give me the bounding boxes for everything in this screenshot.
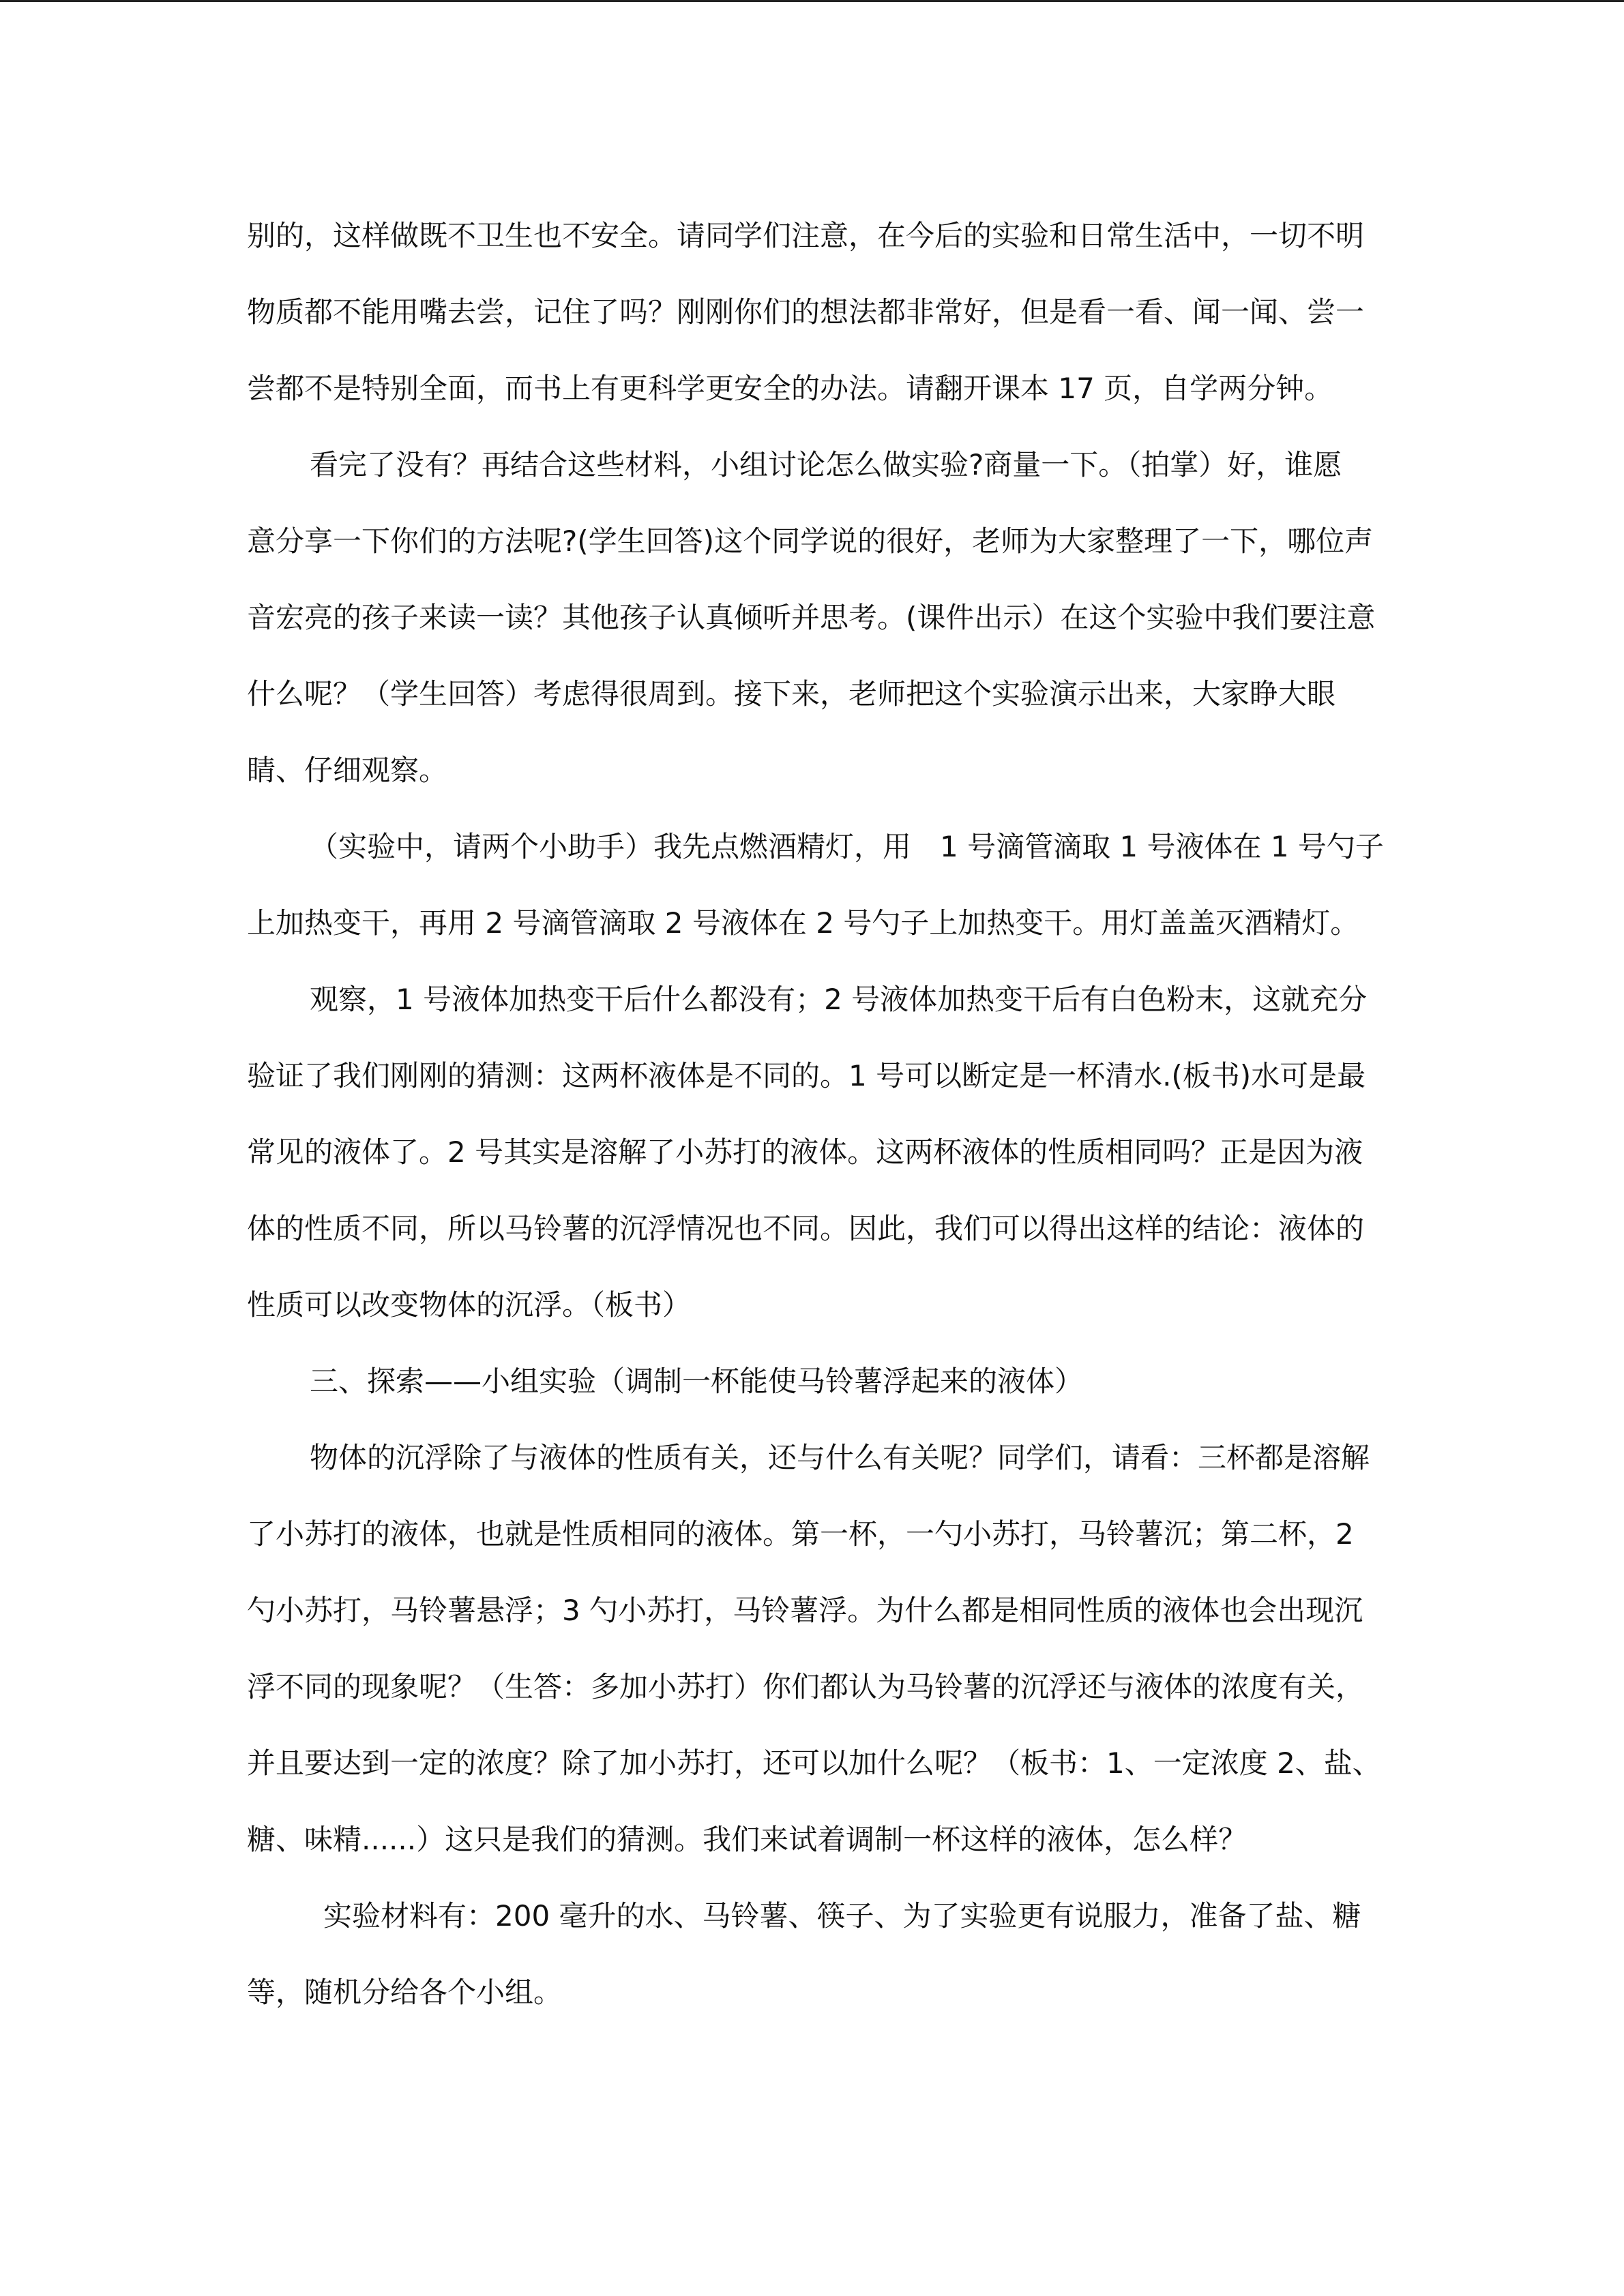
text-line: 物质都不能用嘴去尝，记住了吗？刚刚你们的想法都非常好，但是看一看、闻一闻、尝一 — [247, 295, 1365, 329]
text-line: 观察，1 号液体加热变干后什么都没有；2 号液体加热变干后有白色粉末，这就充分 — [310, 983, 1368, 1016]
text-line: 尝都不是特别全面，而书上有更科学更安全的办法。请翻开课本 17 页，自学两分钟。 — [247, 372, 1333, 405]
text-line: 糖、味精......）这只是我们的猜测。我们来试着调制一杯这样的液体，怎么样？ — [247, 1823, 1247, 1856]
text-line: 意分享一下你们的方法呢?(学生回答)这个同学说的很好，老师为大家整理了一下，哪位声 — [247, 524, 1374, 558]
text-line: 上加热变干，再用 2 号滴管滴取 2 号液体在 2 号勺子上加热变干。用灯盖盖灭酒精灯。 — [247, 906, 1359, 940]
text-line: 体的性质不同，所以马铃薯的沉浮情况也不同。因此，我们可以得出这样的结论：液体的 — [247, 1212, 1365, 1245]
paragraph-3 — [247, 809, 1384, 961]
text-line: 实验材料有：200 毫升的水、马铃薯、筷子、为了实验更有说服力，准备了盐、糖 — [323, 1899, 1361, 1933]
paragraph-4 — [247, 961, 1379, 1343]
paragraph-2 — [247, 427, 1379, 809]
text-line: 并且要达到一定的浓度？除了加小苏打，还可以加什么呢？（板书：1、一定浓度 2、盐、 — [247, 1746, 1381, 1780]
paragraph-1 — [247, 198, 1379, 427]
section-heading-text: 三、探索——小组实验（调制一杯能使马铃薯浮起来的液体） — [310, 1365, 1084, 1398]
text-line: 勺小苏打，马铃薯悬浮；3 勺小苏打，马铃薯浮。为什么都是相同性质的液体也会出现沉 — [247, 1594, 1363, 1627]
text-line: 看完了没有？再结合这些材料，小组讨论怎么做实验?商量一下。（拍掌）好，谁愿 — [310, 448, 1342, 481]
text-line: 音宏亮的孩子来读一读？其他孩子认真倾听并思考。(课件出示）在这个实验中我们要注意 — [247, 601, 1376, 634]
text-line: 常见的液体了。2 号其实是溶解了小苏打的液体。这两杯液体的性质相同吗？正是因为液 — [247, 1135, 1363, 1169]
text-line: 别的，这样做既不卫生也不安全。请同学们注意，在今后的实验和日常生活中，一切不明 — [247, 219, 1365, 252]
paragraph-6 — [247, 1878, 1379, 2031]
text-line: 什么呢？（学生回答）考虑得很周到。接下来，老师把这个实验演示出来，大家睁大眼 — [247, 677, 1336, 711]
text-line: 了小苏打的液体，也就是性质相同的液体。第一杯，一勺小苏打，马铃薯沉；第二杯，2 — [247, 1517, 1354, 1551]
section-heading-3 — [247, 1343, 1379, 1420]
text-line: 验证了我们刚刚的猜测：这两杯液体是不同的。1 号可以断定是一杯清水.(板书)水可是最 — [247, 1059, 1366, 1092]
text-line: 等，随机分给各个小组。 — [247, 1976, 563, 2009]
text-line: （实验中，请两个小助手）我先点燃酒精灯，用 1 号滴管滴取 1 号液体在 1 号勺子 — [310, 830, 1384, 863]
text-line: 浮不同的现象呢？（生答：多加小苏打）你们都认为马铃薯的沉浮还与液体的浓度有关， — [247, 1670, 1365, 1703]
text-line: 性质可以改变物体的沉浮。（板书） — [247, 1288, 692, 1322]
paragraph-5 — [247, 1420, 1379, 1878]
text-line: 物体的沉浮除了与液体的性质有关，还与什么有关呢？同学们，请看：三杯都是溶解 — [310, 1441, 1370, 1474]
text-line: 睛、仔细观察。 — [247, 754, 448, 787]
